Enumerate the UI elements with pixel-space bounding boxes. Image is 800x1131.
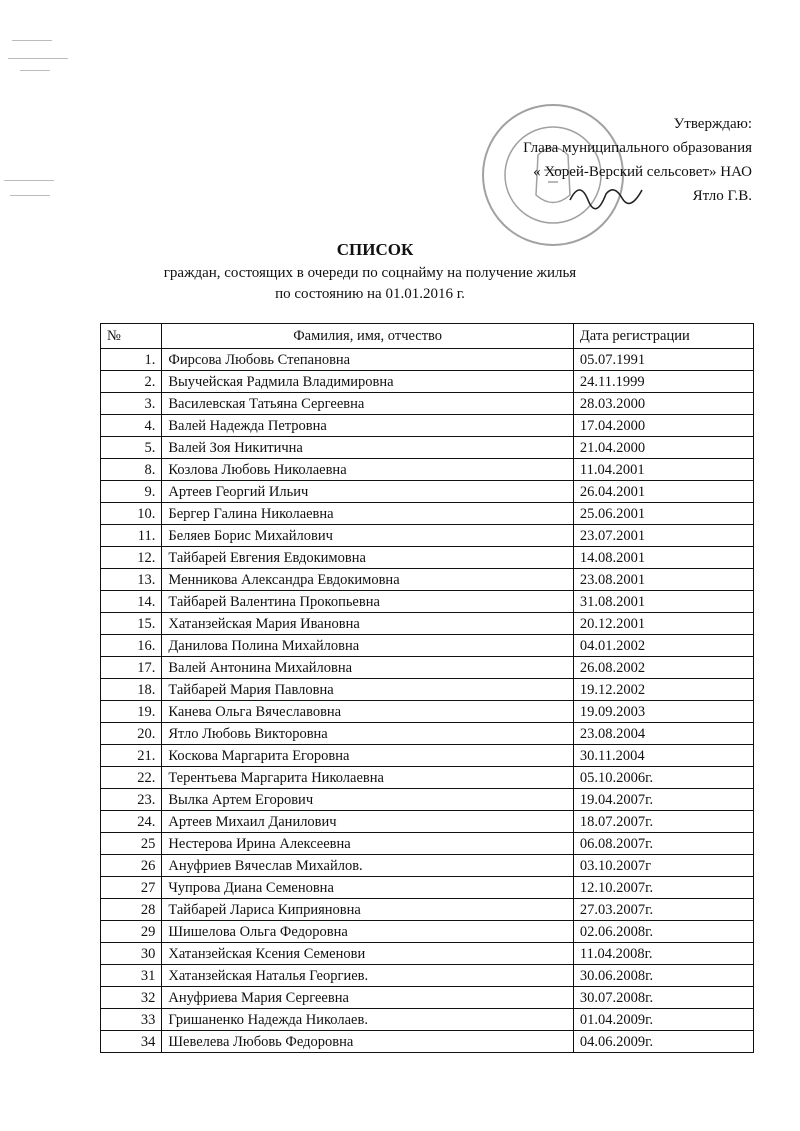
document-title: СПИСОК [336,240,414,259]
document-date-line: по состоянию на 01.01.2016 г. [275,286,465,302]
table-row [101,547,754,569]
table-row [101,1031,754,1053]
row-registration-date: 19.04.2007г. [573,789,753,811]
row-number: 27 [101,877,162,899]
table-row [101,415,754,437]
table-row [101,635,754,657]
row-number: 10. [101,503,162,525]
row-registration-date: 23.08.2004 [573,723,753,745]
row-fullname: Ятло Любовь Викторовна [162,723,574,745]
row-number: 14. [101,591,162,613]
table-row [101,437,754,459]
table-row [101,503,754,525]
row-number: 30 [101,943,162,965]
row-fullname: Бергер Галина Николаевна [162,503,574,525]
table-row [101,899,754,921]
row-registration-date: 11.04.2008г. [573,943,753,965]
row-number: 25 [101,833,162,855]
approval-line-2: Глава муниципального образования [523,140,752,156]
table-row [101,789,754,811]
row-fullname: Вылка Артем Егорович [162,789,574,811]
table-header-row [101,324,754,349]
queue-table [100,323,754,1053]
row-fullname: Фирсова Любовь Степановна [162,349,574,371]
table-row [101,855,754,877]
table-row [101,657,754,679]
table-row [101,833,754,855]
row-fullname: Хатанзейская Мария Ивановна [162,613,574,635]
row-number: 16. [101,635,162,657]
row-fullname: Козлова Любовь Николаевна [162,459,574,481]
row-registration-date: 04.01.2002 [573,635,753,657]
row-registration-date: 27.03.2007г. [573,899,753,921]
row-number: 13. [101,569,162,591]
row-number: 21. [101,745,162,767]
row-registration-date: 17.04.2000 [573,415,753,437]
table-row [101,591,754,613]
row-number: 23. [101,789,162,811]
approval-line-1: Утверждаю: [673,116,752,132]
row-number: 8. [101,459,162,481]
row-registration-date: 11.04.2001 [573,459,753,481]
table-row [101,701,754,723]
row-fullname: Тайбарей Евгения Евдокимовна [162,547,574,569]
row-fullname: Шевелева Любовь Федоровна [162,1031,574,1053]
row-registration-date: 03.10.2007г [573,855,753,877]
row-number: 22. [101,767,162,789]
row-registration-date: 20.12.2001 [573,613,753,635]
row-fullname: Тайбарей Лариса Киприяновна [162,899,574,921]
row-number: 24. [101,811,162,833]
row-fullname: Тайбарей Мария Павловна [162,679,574,701]
row-number: 5. [101,437,162,459]
row-number: 12. [101,547,162,569]
row-registration-date: 19.12.2002 [573,679,753,701]
row-number: 15. [101,613,162,635]
row-number: 1. [101,349,162,371]
row-fullname: Канева Ольга Вячеславовна [162,701,574,723]
header-number: № [101,324,162,349]
row-number: 19. [101,701,162,723]
table-row [101,569,754,591]
approval-line-4: Ятло Г.В. [692,188,752,204]
row-fullname: Коскова Маргарита Егоровна [162,745,574,767]
row-fullname: Ануфриев Вячеслав Михайлов. [162,855,574,877]
table-row [101,481,754,503]
row-fullname: Ануфриева Мария Сергеевна [162,987,574,1009]
row-registration-date: 26.08.2002 [573,657,753,679]
row-number: 34 [101,1031,162,1053]
row-registration-date: 30.06.2008г. [573,965,753,987]
row-fullname: Валей Надежда Петровна [162,415,574,437]
table-row [101,965,754,987]
row-number: 9. [101,481,162,503]
row-fullname: Чупрова Диана Семеновна [162,877,574,899]
row-registration-date: 23.07.2001 [573,525,753,547]
row-registration-date: 05.10.2006г. [573,767,753,789]
row-registration-date: 24.11.1999 [573,371,753,393]
row-number: 31 [101,965,162,987]
row-registration-date: 02.06.2008г. [573,921,753,943]
row-registration-date: 01.04.2009г. [573,1009,753,1031]
table-row [101,679,754,701]
row-registration-date: 04.06.2009г. [573,1031,753,1053]
row-number: 11. [101,525,162,547]
row-registration-date: 18.07.2007г. [573,811,753,833]
row-fullname: Валей Зоя Никитична [162,437,574,459]
row-number: 32 [101,987,162,1009]
table-row [101,371,754,393]
row-number: 29 [101,921,162,943]
table-row [101,349,754,371]
row-fullname: Хатанзейская Наталья Георгиев. [162,965,574,987]
row-fullname: Данилова Полина Михайловна [162,635,574,657]
row-fullname: Хатанзейская Ксения Семенови [162,943,574,965]
row-number: 33 [101,1009,162,1031]
table-row [101,1009,754,1031]
row-fullname: Менникова Александра Евдокимовна [162,569,574,591]
table-row [101,525,754,547]
row-registration-date: 23.08.2001 [573,569,753,591]
table-row [101,943,754,965]
row-fullname: Артеев Михаил Данилович [162,811,574,833]
table-row [101,459,754,481]
row-registration-date: 21.04.2000 [573,437,753,459]
row-number: 20. [101,723,162,745]
row-registration-date: 12.10.2007г. [573,877,753,899]
row-number: 3. [101,393,162,415]
row-fullname: Шишелова Ольга Федоровна [162,921,574,943]
row-registration-date: 19.09.2003 [573,701,753,723]
row-registration-date: 25.06.2001 [573,503,753,525]
row-registration-date: 26.04.2001 [573,481,753,503]
approval-block [523,112,752,208]
row-fullname: Выучейская Радмила Владимировна [162,371,574,393]
table-row [101,877,754,899]
table-row [101,745,754,767]
row-registration-date: 05.07.1991 [573,349,753,371]
table-row [101,767,754,789]
table-row [101,613,754,635]
approval-line-3: « Хорей-Верский сельсовет» НАО [533,164,752,180]
row-registration-date: 06.08.2007г. [573,833,753,855]
table-row [101,921,754,943]
row-registration-date: 28.03.2000 [573,393,753,415]
row-fullname: Беляев Борис Михайлович [162,525,574,547]
row-number: 18. [101,679,162,701]
row-registration-date: 31.08.2001 [573,591,753,613]
row-number: 28 [101,899,162,921]
row-number: 17. [101,657,162,679]
row-fullname: Артеев Георгий Ильич [162,481,574,503]
row-fullname: Терентьева Маргарита Николаевна [162,767,574,789]
document-subtitle: граждан, состоящих в очереди по соцнайму на получение жилья [163,265,577,281]
header-registration-date: Дата регистрации [573,324,753,349]
row-fullname: Валей Антонина Михайловна [162,657,574,679]
header-fullname: Фамилия, имя, отчество [162,324,574,349]
row-fullname: Нестерова Ирина Алексеевна [162,833,574,855]
row-number: 2. [101,371,162,393]
row-registration-date: 30.11.2004 [573,745,753,767]
row-registration-date: 30.07.2008г. [573,987,753,1009]
row-fullname: Василевская Татьяна Сергеевна [162,393,574,415]
row-fullname: Гришаненко Надежда Николаев. [162,1009,574,1031]
row-fullname: Тайбарей Валентина Прокопьевна [162,591,574,613]
row-number: 4. [101,415,162,437]
table-row [101,987,754,1009]
table-row [101,811,754,833]
table-row [101,723,754,745]
table-row [101,393,754,415]
row-number: 26 [101,855,162,877]
row-registration-date: 14.08.2001 [573,547,753,569]
